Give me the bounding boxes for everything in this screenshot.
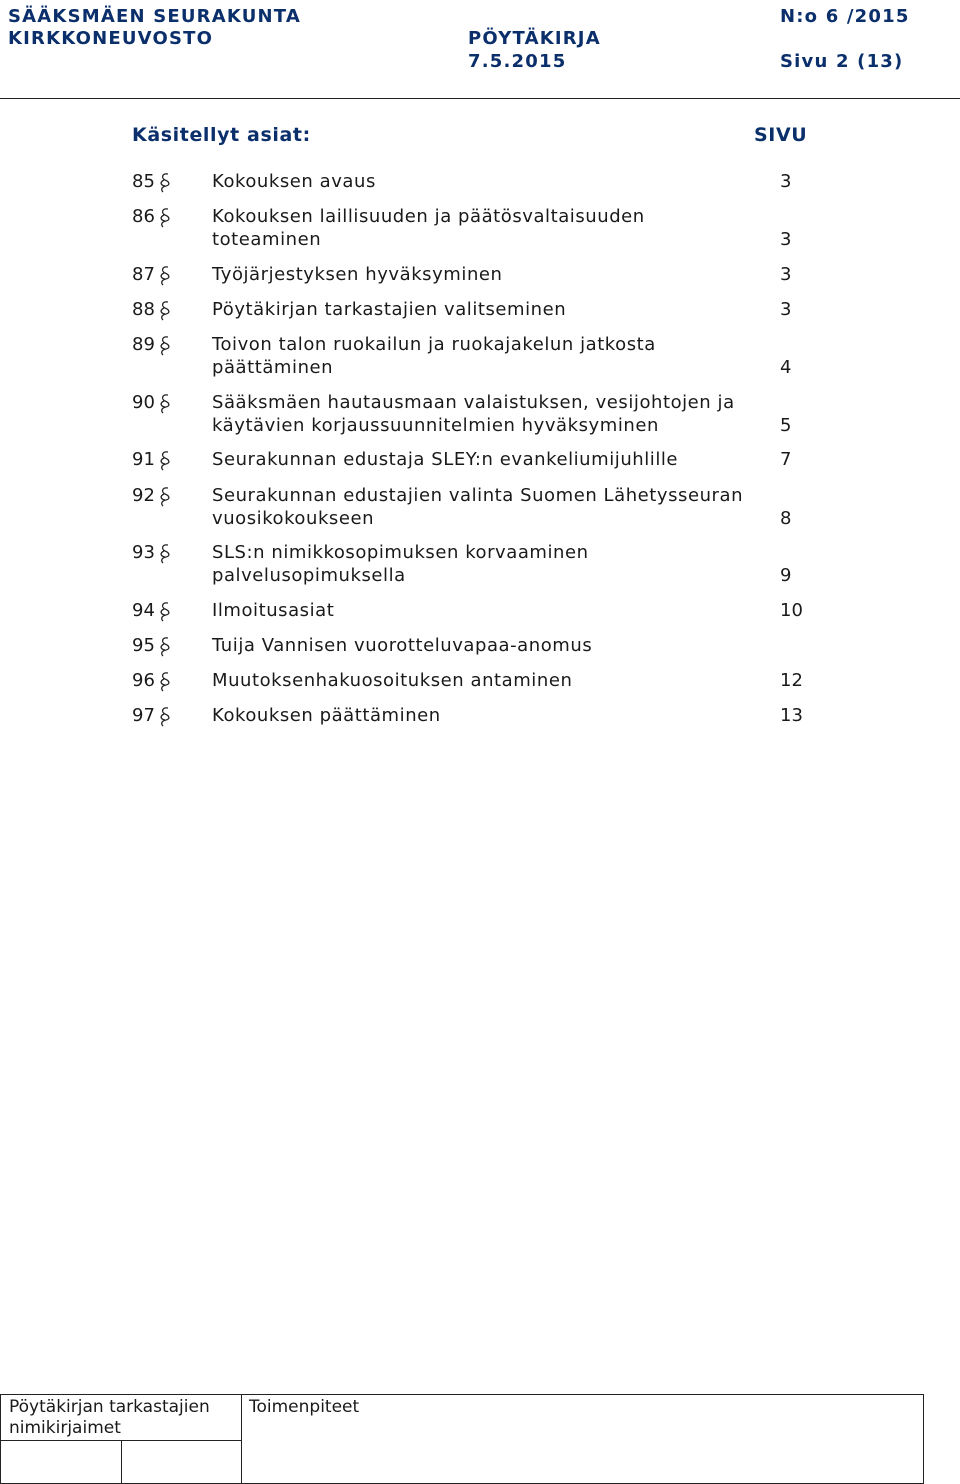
section-sign-icon: [158, 671, 172, 699]
section-number: 90: [132, 392, 155, 413]
section-title: [212, 170, 757, 193]
section-title: [212, 669, 757, 692]
initials-label: [9, 1397, 210, 1439]
section-title-line: Työjärjestyksen hyväksyminen: [212, 264, 503, 285]
section-title: [212, 541, 757, 587]
section-title-line: Ilmoitusasiat: [212, 600, 335, 621]
document-number: N:o 6 /2015: [780, 6, 910, 27]
section-number: 91: [132, 449, 155, 470]
section-title-line: Kokouksen avaus: [212, 171, 376, 192]
section-title-line: Seurakunnan edustajien valinta Suomen Lähetysseuran: [212, 485, 744, 506]
section-number: 88: [132, 299, 155, 320]
section-page-number: 8: [780, 508, 792, 529]
section-page-number: 13: [780, 705, 803, 726]
section-page-number: 4: [780, 357, 792, 378]
section-title: [212, 298, 757, 321]
section-page-number: 12: [780, 670, 803, 691]
section-title: [212, 391, 757, 437]
section-title: [212, 263, 757, 286]
section-number: 86: [132, 206, 155, 227]
section-title: [212, 704, 757, 727]
section-number: 94: [132, 600, 155, 621]
section-title: [212, 333, 757, 379]
section-title-line: Toivon talon ruokailun ja ruokajakelun jatkosta: [212, 334, 656, 355]
section-title-line: Tuija Vannisen vuorotteluvapaa-anomus: [212, 635, 593, 656]
section-title-line: vuosikokoukseen: [212, 508, 375, 529]
section-sign-icon: [158, 172, 172, 200]
section-title-line: Pöytäkirjan tarkastajien valitseminen: [212, 299, 567, 320]
section-page-number: 3: [780, 171, 792, 192]
section-page-number: 3: [780, 229, 792, 250]
meeting-date: 7.5.2015: [468, 51, 567, 72]
section-number: 95: [132, 635, 155, 656]
section-sign-icon: [158, 450, 172, 478]
section-sign-icon: [158, 636, 172, 664]
actions-label: Toimenpiteet: [249, 1397, 360, 1417]
section-number: 97: [132, 705, 155, 726]
section-sign-icon: [158, 393, 172, 421]
initials-label-line2: nimikirjaimet: [9, 1418, 121, 1438]
section-title-line: käytävien korjaussuunnitelmien hyväksyminen: [212, 415, 659, 436]
section-title-line: Kokouksen laillisuuden ja päätösvaltaisuuden: [212, 206, 645, 227]
section-title-line: palvelusopimuksella: [212, 565, 406, 586]
section-page-number: 9: [780, 565, 792, 586]
organization-name: SÄÄKSMÄEN SEURAKUNTA: [8, 6, 301, 27]
section-title-line: Kokouksen päättäminen: [212, 705, 441, 726]
section-number: 87: [132, 264, 155, 285]
section-sign-icon: [158, 706, 172, 734]
section-title: [212, 205, 757, 251]
section-title-line: päättäminen: [212, 357, 334, 378]
section-page-number: 10: [780, 600, 803, 621]
section-number: 89: [132, 334, 155, 355]
initials-label-line1: Pöytäkirjan tarkastajien: [9, 1397, 210, 1417]
section-page-number: 3: [780, 299, 792, 320]
section-number: 85: [132, 171, 155, 192]
section-title-line: Sääksmäen hautausmaan valaistuksen, vesijohtojen ja: [212, 392, 735, 413]
toc-title: Käsitellyt asiat:: [132, 124, 311, 146]
section-page-number: 7: [780, 449, 792, 470]
board-name: KIRKKONEUVOSTO: [8, 28, 214, 49]
section-title: [212, 484, 757, 530]
section-title: [212, 599, 757, 622]
header-divider: [0, 98, 960, 99]
section-page-number: 3: [780, 264, 792, 285]
section-title-line: Muutoksenhakuosoituksen antaminen: [212, 670, 573, 691]
section-sign-icon: [158, 300, 172, 328]
section-number: 96: [132, 670, 155, 691]
section-sign-icon: [158, 265, 172, 293]
section-sign-icon: [158, 335, 172, 363]
section-title: [212, 448, 757, 471]
section-title: [212, 634, 757, 657]
section-sign-icon: [158, 207, 172, 235]
section-title-line: Seurakunnan edustaja SLEY:n evankeliumijuhlille: [212, 449, 679, 470]
initials-box: [0, 1394, 924, 1484]
section-number: 93: [132, 542, 155, 563]
page-indicator: Sivu 2 (13): [780, 51, 904, 72]
initials-divider-vertical: [121, 1440, 122, 1483]
actions-divider: [241, 1395, 242, 1483]
section-sign-icon: [158, 543, 172, 571]
toc-page-column-header: SIVU: [754, 124, 808, 146]
section-number: 92: [132, 485, 155, 506]
section-sign-icon: [158, 486, 172, 514]
section-sign-icon: [158, 601, 172, 629]
section-title-line: SLS:n nimikkosopimuksen korvaaminen: [212, 542, 589, 563]
section-title-line: toteaminen: [212, 229, 322, 250]
document-type: PÖYTÄKIRJA: [468, 28, 601, 49]
section-page-number: 5: [780, 415, 792, 436]
